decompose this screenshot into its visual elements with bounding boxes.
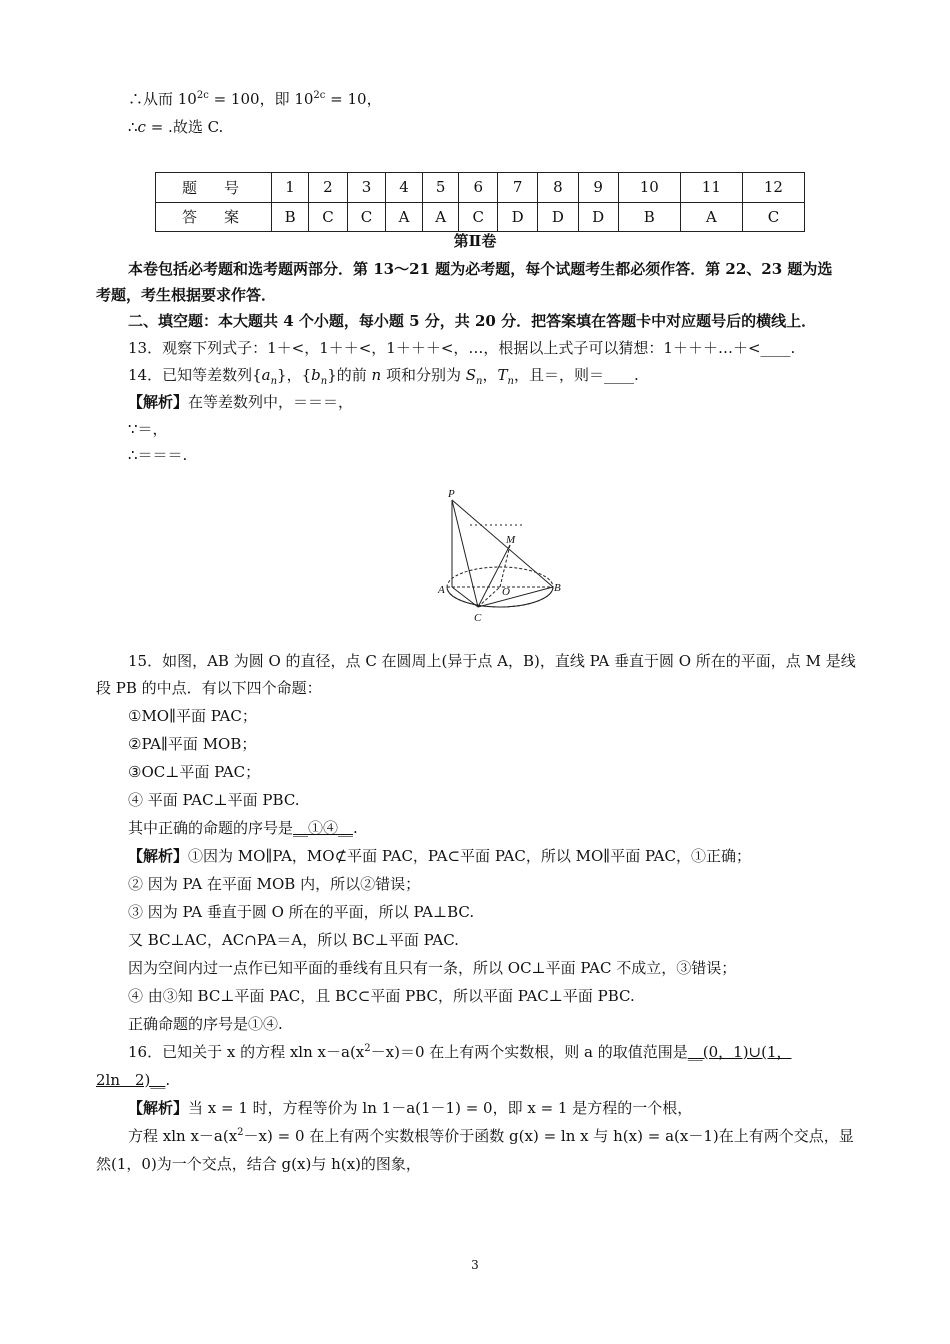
table-cell: 7 — [498, 173, 538, 203]
text: . — [633, 366, 639, 384]
text: 当 x = 1 时，方程等价为 ln 1－a(1－1) = 0，即 x = 1 是方程的一个根， — [188, 1099, 693, 1117]
question-15: 段 PB 的中点．有以下四个命题： — [96, 679, 322, 697]
point-label-m: M — [506, 534, 516, 546]
text: ①因为 MO∥PA，MO⊄平面 PAC，PA⊂平面 PAC，所以 MO∥平面 PAC，①正确； — [188, 847, 751, 865]
solution-line: 又 BC⊥AC，AC∩PA＝A，所以 BC⊥平面 PAC. — [128, 931, 459, 949]
table-cell: C — [459, 202, 498, 232]
table-cell: 2 — [309, 173, 348, 203]
section-intro: 本卷包括必考题和选考题两部分．第 13～21 题为必考题，每个试题考生都必须作答．第 22、23 题为选 — [128, 260, 833, 278]
table-cell: A — [386, 202, 423, 232]
section-intro: 考题，考生根据要求作答． — [96, 286, 277, 304]
table-cell: A — [680, 202, 742, 232]
text: }的前 — [327, 366, 372, 384]
table-cell: 1 — [272, 173, 309, 203]
proposition: ③OC⊥平面 PAC； — [128, 763, 261, 781]
table-cell: A — [422, 202, 459, 232]
variable: T — [497, 366, 508, 384]
text: = 100，即 10 — [208, 90, 314, 108]
proposition: ②PA∥平面 MOB； — [128, 735, 257, 753]
exponent: 2 — [364, 1043, 371, 1054]
text: ，且＝，则＝ — [513, 366, 604, 384]
table-cell: C — [347, 202, 386, 232]
table-cell: 3 — [347, 173, 386, 203]
subscript: n — [476, 376, 483, 387]
solution-line: 然(1，0)为一个交点，结合 g(x)与 h(x)的图象， — [96, 1155, 421, 1173]
table-cell: 8 — [538, 173, 578, 203]
exponent: 2c — [196, 90, 209, 101]
point-label-p: P — [448, 488, 455, 500]
solution-line — [128, 845, 751, 867]
solution-label: 【解析】 — [128, 847, 189, 865]
table-cell: 5 — [422, 173, 459, 203]
text: 在等差数列中，＝＝＝， — [188, 393, 354, 411]
subscript: n — [507, 376, 514, 387]
text: －x) = 0 在上有两个实数根等价于函数 g(x) = ln x 与 h(x) = a(x－1)在上有两个交点，显 — [243, 1127, 854, 1145]
table-cell: D — [578, 202, 618, 232]
text: 项和分别为 — [381, 366, 466, 384]
text: 方程 xln x－a(x — [128, 1127, 238, 1145]
table-cell: B — [272, 202, 309, 232]
row-header: 题 号 — [156, 173, 272, 203]
question-14 — [128, 364, 639, 386]
table-cell: 4 — [386, 173, 423, 203]
question-15-ask — [128, 817, 358, 839]
variable: S — [465, 366, 477, 384]
section-title: 第Ⅱ卷 — [453, 232, 497, 250]
solution-line — [128, 116, 223, 138]
solution-line — [128, 391, 353, 413]
table-cell: 12 — [742, 173, 804, 203]
solution-line: ∵＝， — [128, 420, 168, 438]
row-header: 答 案 — [156, 202, 272, 232]
text: －x)＝0 在上有两个实数根，则 a 的取值范围是 — [370, 1043, 688, 1061]
solution-label: 【解析】 — [128, 1099, 189, 1117]
answer-table — [155, 172, 805, 232]
text: . — [790, 339, 796, 357]
variable: n — [371, 366, 382, 384]
solution-line — [128, 1125, 854, 1147]
text: 其中正确的命题的序号是 — [128, 819, 294, 837]
table-cell: 11 — [680, 173, 742, 203]
table-cell: 9 — [578, 173, 618, 203]
table-cell: 6 — [459, 173, 498, 203]
subscript: n — [270, 376, 278, 387]
text: }，{ — [277, 366, 312, 384]
table-cell: C — [742, 202, 804, 232]
solution-line: ③ 因为 PA 垂直于圆 O 所在的平面，所以 PA⊥BC. — [128, 903, 475, 921]
text: . — [165, 1071, 171, 1089]
answer-blank: ____ — [603, 366, 634, 384]
answer-blank: __①④__ — [293, 819, 354, 837]
exponent: 2 — [237, 1127, 244, 1138]
exponent: 2c — [313, 90, 326, 101]
text: = 10， — [325, 90, 382, 108]
subscript: n — [320, 376, 328, 387]
solution-line — [128, 1097, 692, 1119]
table-row — [156, 173, 805, 203]
point-label-b: B — [554, 582, 561, 594]
geometry-figure — [430, 485, 565, 625]
page-number: 3 — [471, 1258, 479, 1272]
point-label-a: A — [438, 584, 445, 596]
point-label-o: O — [502, 586, 510, 598]
answer-blank: __(0，1)∪(1， — [687, 1043, 792, 1061]
solution-line — [128, 88, 382, 110]
answer-blank: ____ — [760, 339, 791, 357]
question-text: 13．观察下列式子：1＋<，1＋＋<，1＋＋＋<，…，根据以上式子可以猜想：1＋＋＋…＋< — [128, 339, 761, 357]
table-cell: B — [618, 202, 680, 232]
proposition: ①MO∥平面 PAC； — [128, 707, 257, 725]
answer-blank: 2ln 2)__ — [96, 1071, 166, 1089]
point-label-c: C — [474, 612, 482, 624]
table-cell: D — [538, 202, 578, 232]
table-cell: D — [498, 202, 538, 232]
solution-line: ④ 由③知 BC⊥平面 PAC，且 BC⊂平面 PBC，所以平面 PAC⊥平面 PBC. — [128, 987, 635, 1005]
section-heading: 二、填空题：本大题共 4 个小题，每小题 5 分，共 20 分．把答案填在答题卡中对应题号后的横线上． — [128, 312, 817, 330]
text: 14．已知等差数列{ — [128, 366, 262, 384]
variable: a — [261, 366, 271, 384]
table-cell: 10 — [618, 173, 680, 203]
question-13 — [128, 337, 795, 359]
variable: c — [137, 118, 146, 136]
solution-line: 因为空间内过一点作已知平面的垂线有且只有一条，所以 OC⊥平面 PAC 不成立，③错误； — [128, 959, 737, 977]
proposition: ④ 平面 PAC⊥平面 PBC. — [128, 791, 300, 809]
text: = .故选 C. — [145, 118, 224, 136]
text: ， — [482, 366, 498, 384]
text: 16．已知关于 x 的方程 xln x－a(x — [128, 1043, 365, 1061]
text: ∴从而 10 — [128, 90, 197, 108]
solution-line: ② 因为 PA 在平面 MOB 内，所以②错误； — [128, 875, 421, 893]
solution-label: 【解析】 — [128, 393, 189, 411]
variable: b — [311, 366, 321, 384]
solution-line: ∴＝＝＝. — [128, 446, 188, 464]
question-15: 15．如图，AB 为圆 O 的直径，点 C 在圆周上(异于点 A，B)，直线 PA 垂直于圆 O 所在的平面，点 M 是线 — [128, 652, 856, 670]
question-16 — [128, 1041, 792, 1063]
table-row — [156, 202, 805, 232]
text: ∴ — [128, 118, 138, 136]
text: . — [353, 819, 358, 837]
table-cell: C — [309, 202, 348, 232]
question-16 — [96, 1069, 170, 1091]
solution-line: 正确命题的序号是①④. — [128, 1015, 283, 1033]
